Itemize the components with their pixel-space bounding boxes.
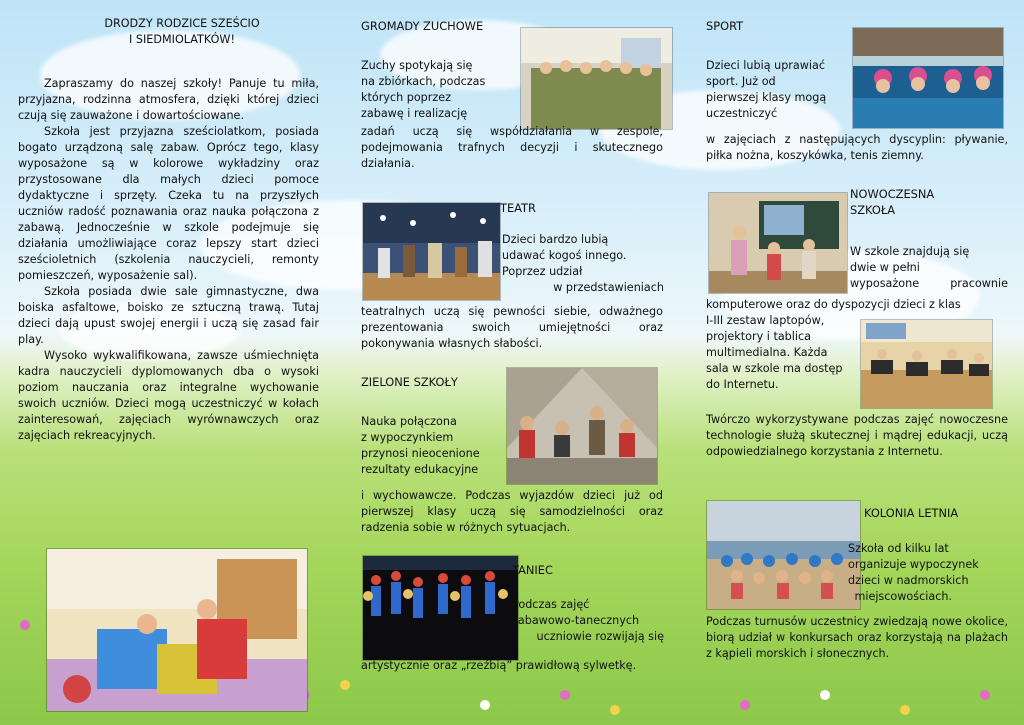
- green-school-text: i wychowawcze. Podczas wyjazdów dzieci już od pierwszej klasy uczą się samodzielności oraz radzenia sobie w różnych sytuacjach.: [361, 489, 663, 534]
- scouts-heading: GROMADY ZUCHOWE: [361, 19, 484, 33]
- welcome-title-line2: I SIEDMIOLATKÓW!: [129, 33, 235, 46]
- summer-camp-line-2: organizuje wypoczynek: [848, 558, 979, 571]
- dance-text: artystycznie oraz „rzeźbią” prawidłową sylwetkę.: [361, 659, 637, 672]
- theatre-heading: TEATR: [500, 201, 536, 215]
- dance-line-1: Podczas zajęć: [512, 598, 590, 611]
- welcome-paragraph-3: Szkoła posiada dwie sale gimnastyczne, dwa boiska asfaltowe, boisko ze sztuczną trawą. Tutaj dzieci dają upust swojej energii i uczą się zasad fair play.: [18, 285, 319, 346]
- modern-school-text-mid: komputerowe oraz do dyspozycji dzieci z klas: [706, 298, 961, 311]
- scouts-text-short: [361, 58, 521, 122]
- modern-school-text: Twórczo wykorzystywane podczas zajęć nowoczesne technologie służą skutecznej i mądrej edukacji, uczą odpowiedzialnego korzystania z Internetu.: [706, 413, 1008, 458]
- beach-photo: [706, 500, 861, 610]
- scouts-line-4: zabawę i realizację: [361, 107, 468, 120]
- dance-heading: TANIEC: [512, 563, 553, 577]
- dance-photo: [362, 555, 519, 661]
- scouts-line-3: których poprzez: [361, 91, 452, 104]
- summer-camp-text: Podczas turnusów uczestnicy zwiedzają nowe okolice, biorą udział w konkursach oraz korzystają na plażach z kąpieli morskich i słonecznych.: [706, 615, 1008, 660]
- modern-school-line-5: projektory i tablica: [706, 330, 812, 343]
- welcome-paragraph-1: Zapraszamy do naszej szkoły! Panuje tu miła, przyjazna, rodzinna atmosfera, dzięki której dzieci czują się zauważone i dowartościowane.: [18, 77, 319, 122]
- modern-school-line-4: I-III zestaw laptopów,: [706, 314, 825, 327]
- sport-line-4: uczestniczyć: [706, 107, 778, 120]
- classroom-photo: [708, 192, 848, 294]
- modern-school-heading: [850, 186, 934, 218]
- sport-text-short: [706, 58, 852, 122]
- dance-text-short: [512, 597, 664, 645]
- welcome-paragraph-4: Wysoko wykwalifikowana, zawsze uśmiechnięta kadra nauczycieli dyplomowanych dba o wysoki poziom nauczania oraz integralne wychowanie swoich uczniów. Dzieci mogą uczestniczyć w kołach zainteresowań, zajęciach wyrównawczych oraz zajęciach rekreacyjnych.: [18, 349, 319, 442]
- sport-line-1: Dzieci lubią uprawiać: [706, 59, 826, 72]
- modern-school-line-8: do Internetu.: [706, 378, 779, 391]
- sport-text: w zajęciach z następujących dyscyplin: pływanie, piłka nożna, koszykówka, tenis ziemny.: [706, 133, 1008, 162]
- green-school-line-4: rezultaty edukacyjne: [361, 463, 479, 476]
- playroom-photo: [46, 548, 308, 712]
- sport-line-2: sport. Już od: [706, 75, 776, 88]
- modern-school-line-1: W szkole znajdują się: [850, 245, 970, 258]
- modern-school-line-7: sala w szkole ma dostęp: [706, 362, 843, 375]
- green-school-text-short: [361, 414, 509, 478]
- summer-camp-line-4: miejscowościach.: [854, 590, 952, 603]
- scouts-photo: [520, 27, 673, 130]
- welcome-title: [46, 16, 318, 48]
- green-school-line-1: Nauka połączona: [361, 415, 457, 428]
- tent-photo: [506, 367, 658, 485]
- modern-school-heading-line1: NOWOCZESNA: [850, 187, 935, 201]
- computer-room-photo: [860, 319, 993, 409]
- theatre-photo: [362, 202, 501, 301]
- dance-line-2: zabawowo-tanecznych: [512, 614, 640, 627]
- theatre-text: teatralnych uczą się pewności siebie, odważnego prezentowania swoich umiejętności oraz pokonywania własnych słabości.: [361, 305, 663, 350]
- theatre-line-1: Dzieci bardzo lubią: [502, 233, 609, 246]
- summer-camp-line-3: dzieci w nadmorskich: [848, 574, 969, 587]
- summer-camp-line-1: Szkoła od kilku lat: [848, 542, 949, 555]
- green-school-line-2: z wypoczynkiem: [361, 431, 454, 444]
- green-school-line-3: przynosi nieocenione: [361, 447, 480, 460]
- theatre-text-short: [502, 232, 664, 296]
- modern-school-line-3: wyposażone pracownie: [850, 277, 1008, 290]
- scouts-line-2: na zbiórkach, podczas: [361, 75, 486, 88]
- sport-heading: SPORT: [706, 19, 744, 33]
- theatre-line-3: Poprzez udział: [502, 265, 583, 278]
- scouts-line-1: Zuchy spotykają się: [361, 59, 473, 72]
- modern-school-line-6: multimedialna. Każda: [706, 346, 828, 359]
- summer-camp-heading: KOLONIA LETNIA: [864, 506, 959, 520]
- welcome-title-line1: DRODZY RODZICE SZEŚCIO: [104, 17, 260, 30]
- theatre-line-2: udawać kogoś innego.: [502, 249, 627, 262]
- theatre-line-4: w przedstawieniach: [553, 281, 664, 294]
- modern-school-text-short: [850, 244, 1008, 292]
- scouts-text: zadań uczą się współdziałania w zespole, podejmowania trafnych decyzji i skutecznego działania.: [361, 125, 663, 170]
- green-school-heading: ZIELONE SZKOŁY: [361, 375, 458, 389]
- sport-line-3: pierwszej klasy mogą: [706, 91, 827, 104]
- welcome-text: [18, 76, 319, 444]
- modern-school-line-2: dwie w pełni: [850, 261, 920, 274]
- dance-line-3: uczniowie rozwijają się: [536, 630, 664, 643]
- summer-camp-text-short: [848, 541, 1008, 605]
- welcome-paragraph-2: Szkoła jest przyjazna sześciolatkom, posiada bogato urządzoną salę zabaw. Oprócz tego, klasy wyposażone są w kolorowe wykładziny oraz przystosowane dla małych dzieci pomoce dydaktyczne i sprzęty. Czeka tu na przyszłych uczniów radość poznawania oraz nauka połączona z zabawą. Jednocześnie w szkole podejmuje się działania umożliwiające coraz lepszy start dzieci sześcioletnich (szkolenia nauczycieli, remonty pomieszczeń, wyposażenie sal).: [18, 125, 319, 282]
- modern-school-heading-line2: SZKOŁA: [850, 203, 896, 217]
- pool-photo: [852, 27, 1004, 129]
- modern-school-text-short-2: [706, 313, 856, 393]
